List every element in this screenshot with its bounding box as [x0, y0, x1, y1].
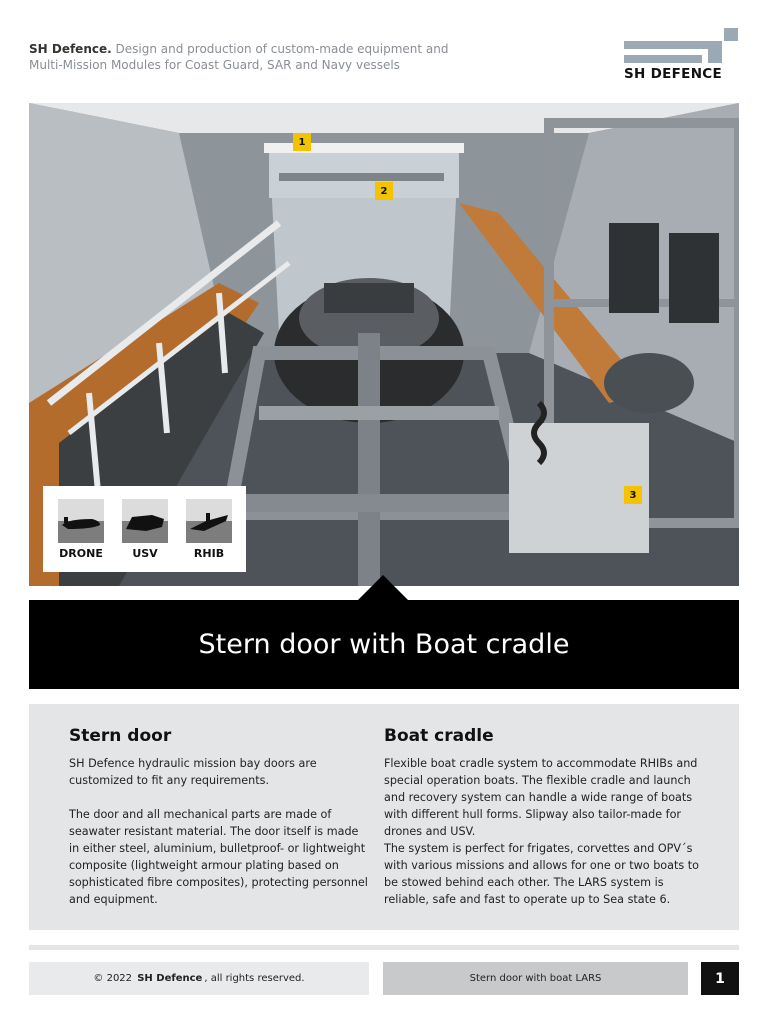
- vehicle-label-drone: DRONE: [59, 547, 103, 560]
- vehicle-drone: [58, 499, 104, 560]
- boat-cradle-body: Flexible boat cradle system to accommodate RHIBs and special operation boats. The flexible cradle and launch and recovery system can handle a wide range of boats with different hull forms. Slipway also tailor-made for drones and USV. The system is perfect for frigates, corvettes and OPV´s with various missions and allows for one or two boats to be stowed behind each other. The LARS system is reliable, safe and fast to operate up to Sea state 6.: [384, 757, 699, 906]
- page-title: Stern door with Boat cradle: [198, 629, 570, 660]
- vehicle-label-rhib: RHIB: [193, 547, 225, 560]
- copyright-suffix: , all rights reserved.: [204, 973, 305, 984]
- callout-marker-1: 1: [293, 133, 311, 151]
- banner-pointer: [357, 575, 409, 601]
- footer-divider: [29, 945, 739, 950]
- vehicle-rhib: [186, 499, 232, 560]
- callout-marker-3: 3: [624, 486, 642, 504]
- vehicle-label-usv: USV: [132, 547, 158, 560]
- usv-icon: [122, 499, 168, 543]
- page-number: 1: [701, 962, 739, 995]
- callout-marker-2: 2: [375, 182, 393, 200]
- stern-door-heading: Stern door: [69, 726, 172, 746]
- drone-icon: [58, 499, 104, 543]
- boat-cradle-heading: Boat cradle: [384, 726, 494, 746]
- stern-door-body: SH Defence hydraulic mission bay doors are customized to fit any requirements. The door and all mechanical parts are made of seawater resistant material. The door itself is made in either steel, aluminium, bulletproof- or lightweight composite (lightweight armour plating based on sophisticated fibre composites), protecting personnel and equipment.: [69, 757, 368, 906]
- footer-section-label: Stern door with boat LARS: [383, 962, 688, 995]
- copyright-company: SH Defence: [137, 973, 203, 984]
- header-tagline-block: [29, 41, 449, 73]
- vehicle-types-panel: [43, 486, 246, 572]
- vehicle-usv: [122, 499, 168, 560]
- description-panel: [29, 704, 739, 930]
- copyright-notice: [29, 962, 369, 995]
- boat-cradle-section: [384, 726, 702, 908]
- company-name: SH Defence.: [29, 42, 112, 56]
- logo-wordmark: SH DEFENCE: [624, 66, 723, 82]
- title-banner: [29, 600, 739, 689]
- copyright-year: © 2022: [93, 973, 133, 984]
- stern-door-section: [69, 726, 369, 908]
- rhib-icon: [186, 499, 232, 543]
- company-tagline: Design and production of custom-made equipment and Multi-Mission Modules for Coast Guard, SAR and Navy vessels: [29, 42, 449, 72]
